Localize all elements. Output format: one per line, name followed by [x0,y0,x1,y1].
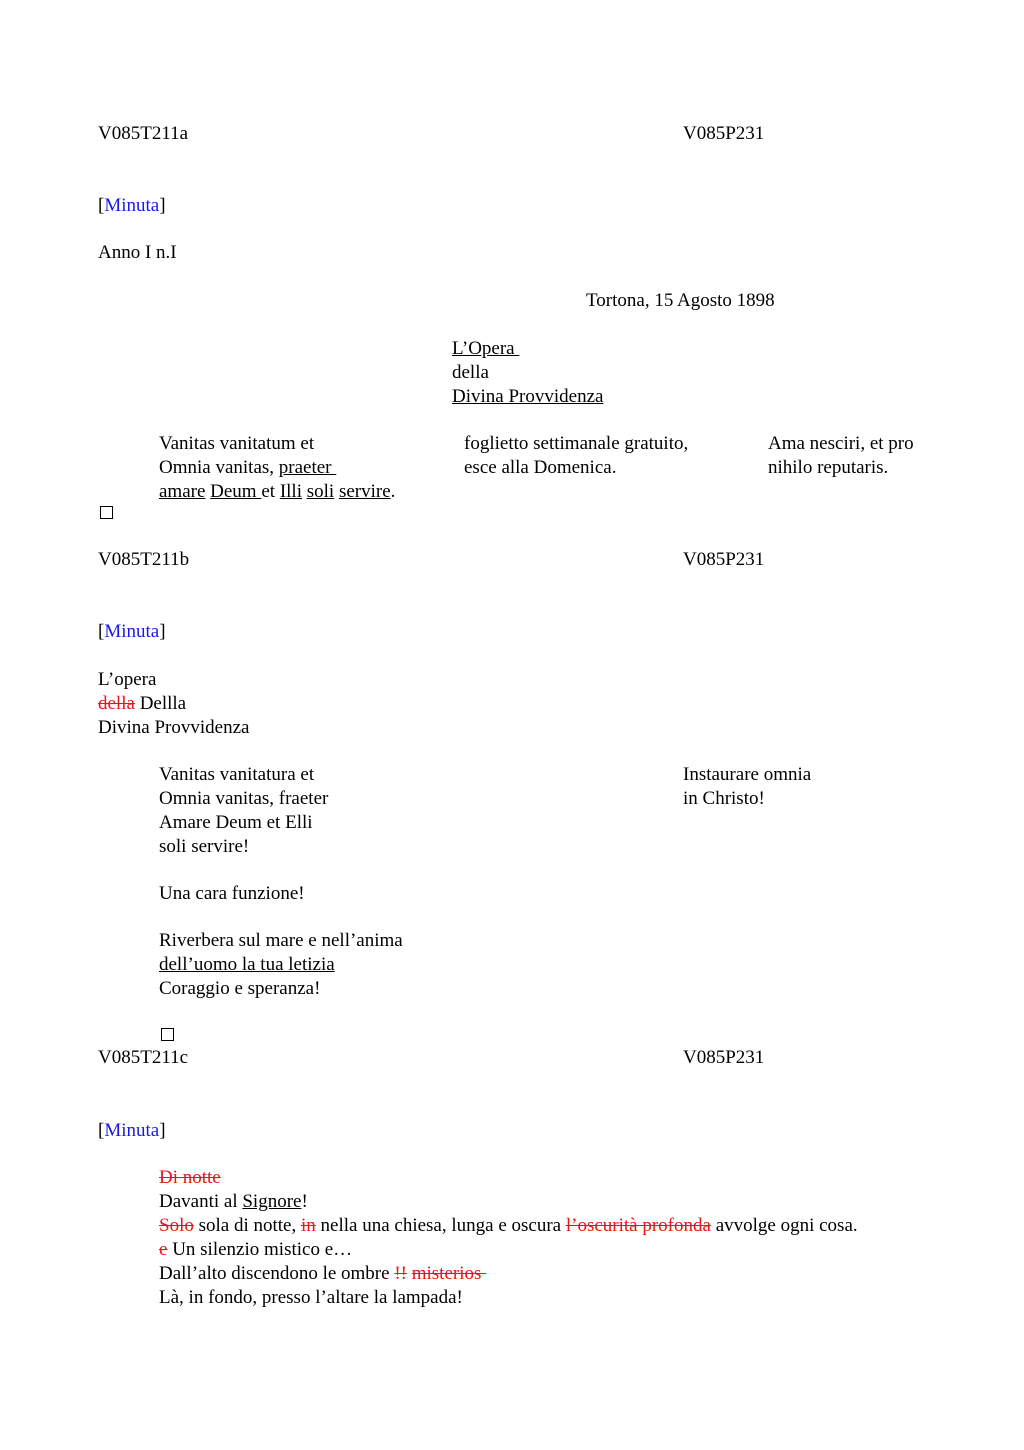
draft-label: [Minuta] [98,1120,166,1141]
subtitle-middle-column: foglietto settimanale gratuito, esce alla Domenica. [464,433,689,478]
draft-label: [Minuta] [98,621,166,642]
document-code: V085T211a [98,123,189,144]
draft-label-text: Minuta [104,1120,160,1141]
draft-label: [Minuta] [98,195,166,216]
deleted-text: della [98,693,135,714]
page-break-square-icon [100,506,113,519]
verse-block: Riverbera sul mare e nell’anima dell’uomo la tua letizia Coraggio e speranza! [159,930,403,999]
motto-right: Instaurare omnia in Christo! [683,764,812,809]
issue-number: Anno I n.I [98,242,177,263]
document-code: V085T211b [98,549,190,570]
page-break-square-icon [161,1028,174,1041]
page-reference: V085P231 [683,1047,765,1068]
document-code: V085T211c [98,1047,189,1068]
page-reference: V085P231 [683,123,765,144]
dateline: Tortona, 15 Agosto 1898 [586,290,775,311]
title-block: L’opera della Dellla Divina Provvidenza [98,669,250,738]
motto-right-column: Ama nesciri, et pro nihilo reputaris. [768,433,914,478]
masthead-title: L’Opera della Divina Provvidenza [452,338,604,407]
draft-label-text: Minuta [104,195,160,216]
draft-label-text: Minuta [104,621,160,642]
motto-left: Vanitas vanitatura et Omnia vanitas, fraeter Amare Deum et Elli soli servire! [159,764,329,857]
page-reference: V085P231 [683,549,765,570]
deleted-text: Di notte [159,1167,221,1188]
heading-funzione: Una cara funzione! [159,883,305,904]
draft-text-block: Di notte Davanti al Signore! Solo sola di notte, in nella una chiesa, lunga e oscura l’oscurità profonda avvolge ogni cosa. e Un silenzio mistico e… Dall’alto discendono le ombre !! misterios Là, in fondo, presso l’altare la lampada! [159,1167,858,1308]
motto-left-column: Vanitas vanitatum et Omnia vanitas, praeter amare Deum et Illi soli servire. [159,433,396,502]
